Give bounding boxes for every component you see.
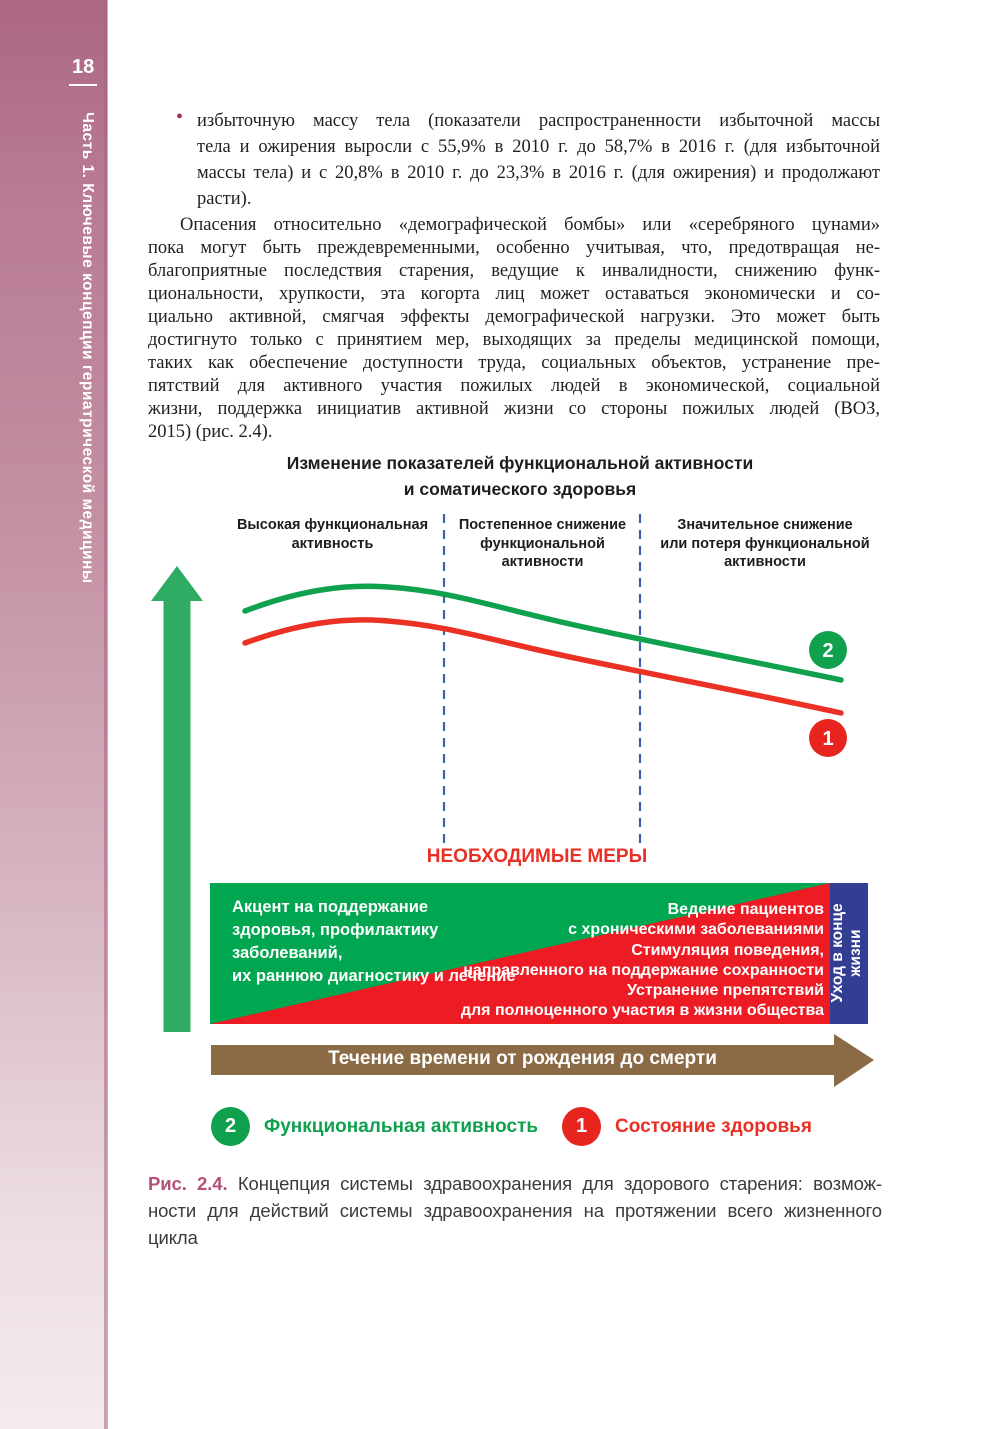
paragraph-line: пока могут быть преждевременными, особенно учитывая, что, предотвращая не- bbox=[148, 238, 880, 258]
functional-activity-curve bbox=[245, 586, 841, 680]
paragraph-line: таких как обеспечение доступности труда, социальных объектов, устранение пре- bbox=[148, 353, 880, 373]
health-status-curve bbox=[245, 620, 841, 713]
bullet-line: расти). bbox=[197, 189, 252, 209]
figure-ref: Рис. 2.4. bbox=[148, 1173, 228, 1194]
legend-dot-green: 2 bbox=[211, 1107, 250, 1146]
y-axis-arrow-head-icon bbox=[151, 566, 203, 601]
stage-header-gradual-decline: Постепенное снижение функциональной активности bbox=[458, 517, 627, 570]
paragraph-line: 2015) (рис. 2.4). bbox=[148, 422, 273, 442]
measures-label: НЕОБХОДИМЫЕ МЕРЫ bbox=[426, 846, 648, 867]
figure-title-line: Изменение показателей функциональной активности bbox=[286, 453, 754, 473]
caption-line: ности для действий системы здравоохранения на протяжении всего жизненного bbox=[148, 1200, 882, 1221]
figure-title-line: и соматического здоровья bbox=[403, 479, 637, 499]
paragraph-line: циональности, хрупкости, эта когорта лиц может оставаться экономически и со- bbox=[148, 284, 880, 304]
legend-dot-red: 1 bbox=[562, 1107, 601, 1146]
eol-care-strip-label: Уход в конце жизни bbox=[829, 903, 864, 1003]
stage-header-high-activity: Высокая функциональная активность bbox=[236, 517, 429, 552]
bullet-line: избыточную массу тела (показатели распространенности избыточной массы bbox=[197, 111, 880, 131]
marker-number-health: 1 bbox=[822, 728, 834, 750]
caption-line: Рис. 2.4. Концепция системы здравоохранения для здорового старения: возмож- bbox=[148, 1173, 882, 1194]
bullet-line: тела и ожирения выросли с 55,9% в 2010 г. до 58,7% в 2016 г. (для избыточной bbox=[197, 137, 880, 157]
legend-item-functional bbox=[211, 1107, 538, 1146]
bullet-line: массы тела) и с 20,8% в 2010 г. до 23,3% в 2016 г. (для ожирения) и продолжают bbox=[197, 163, 880, 183]
sidebar-chapter-title: Часть 1. Ключевые концепции гериатрической медицины bbox=[79, 112, 96, 584]
paragraph-line: пятствий для активного участия пожилых людей в экономической, социальной bbox=[148, 376, 880, 396]
stage-header-significant-decline: Значительное снижение или потеря функциональной активности bbox=[660, 517, 870, 570]
sidebar-edge-line bbox=[104, 0, 108, 1429]
body-paragraph bbox=[148, 214, 880, 444]
paragraph-line: циально активной, смягчая эффекты демографической нагрузки. Это может быть bbox=[148, 307, 880, 327]
marker-number-functional: 2 bbox=[822, 640, 834, 662]
bullet-item bbox=[150, 108, 880, 212]
y-axis-arrow-shaft bbox=[164, 598, 191, 1032]
paragraph-line: Опасения относительно «демографической бомбы» или «серебряного цунами» bbox=[180, 215, 880, 235]
legend-item-health bbox=[562, 1107, 812, 1146]
legend-label: Состояние здоровья bbox=[615, 1115, 812, 1137]
figure-caption bbox=[148, 1170, 882, 1251]
paragraph-line: жизни, поддержка инициатив активной жизни со стороны пожилых людей (ВОЗ, bbox=[148, 399, 880, 419]
page-number: 18 bbox=[69, 56, 97, 86]
caption-line: цикла bbox=[148, 1227, 198, 1248]
paragraph-line: благоприятные последствия старения, ведущие к инвалидности, снижению функ- bbox=[148, 261, 880, 281]
paragraph-line: достигнуто только с принятием мер, выходящих за пределы медицинской помощи, bbox=[148, 330, 880, 350]
decline-box-text: Ведение пациентов с хроническими заболеваниями Стимуляция поведения, направленного на поддержание сохранности Устранение препятствий для полноценного участия в жизни общества bbox=[460, 901, 824, 1020]
legend-label: Функциональная активность bbox=[264, 1115, 539, 1137]
bullet-marker: • bbox=[176, 106, 184, 128]
time-arrow-label: Течение времени от рождения до смерти bbox=[328, 1048, 717, 1069]
support-box-text: Акцент на поддержание здоровья, профилактику заболеваний, их раннюю диагностику и лечение bbox=[232, 898, 516, 985]
